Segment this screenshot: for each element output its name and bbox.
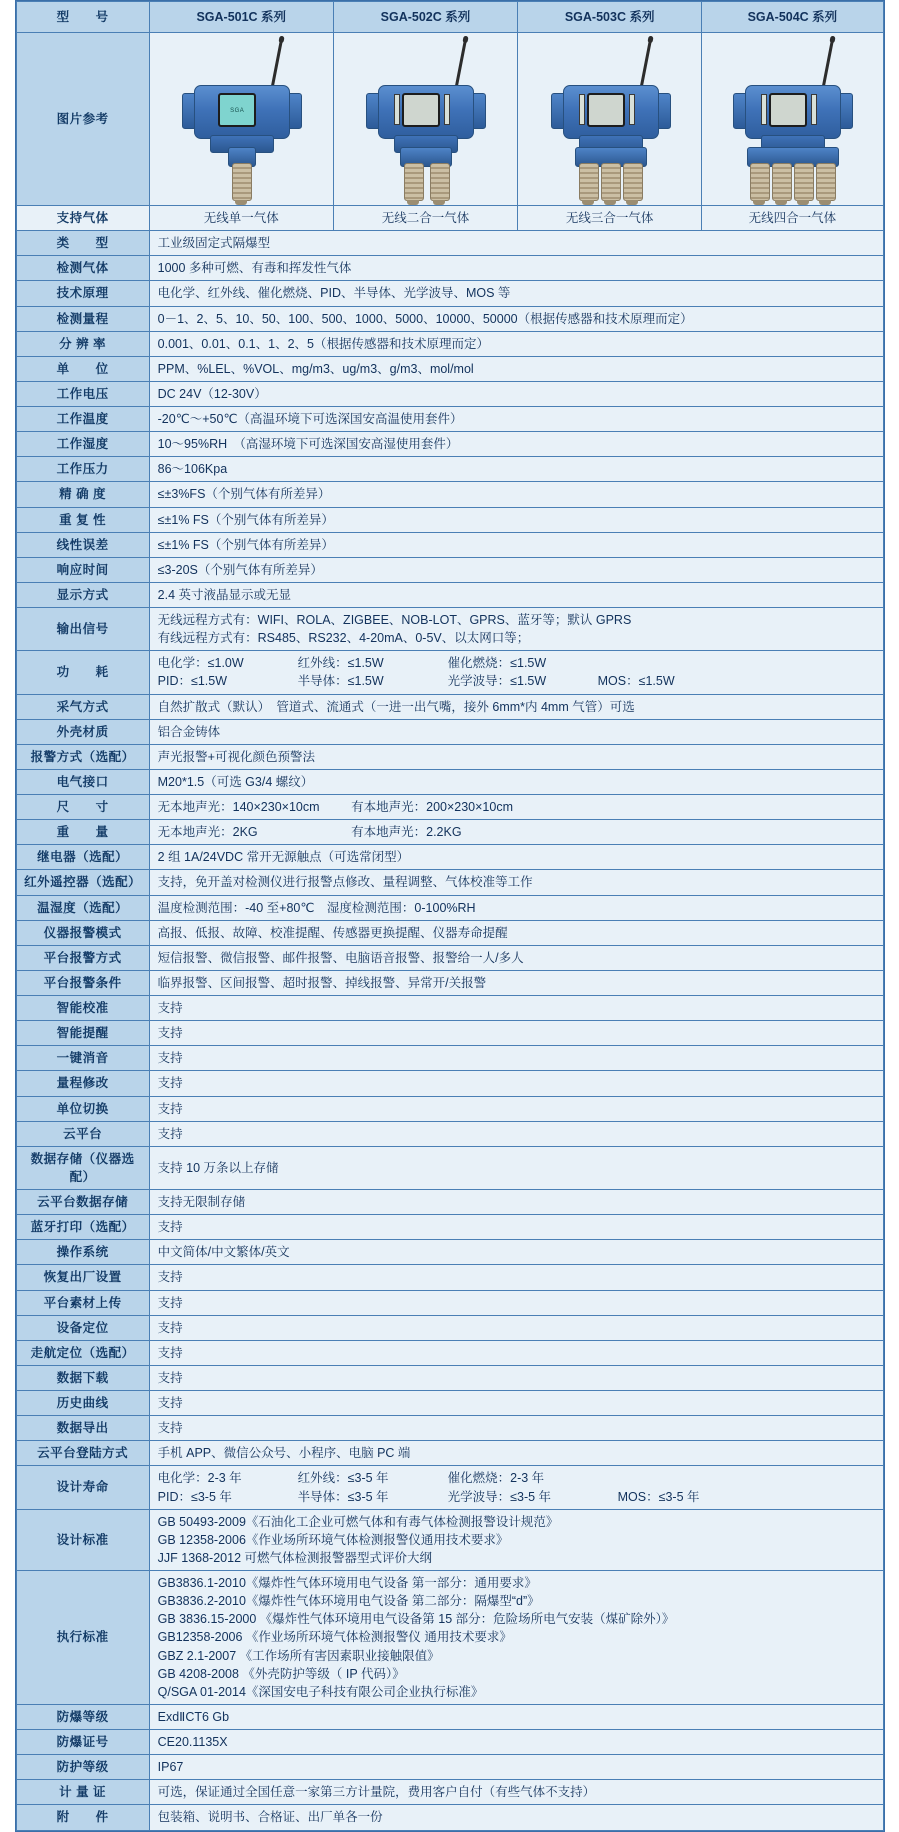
antenna-icon	[821, 40, 834, 92]
spec-value-ir-remote: 支持，免开盖对检测仪进行报警点修改、量程调整、气体校准等工作	[149, 870, 883, 895]
spec-row-metrology-cert	[16, 1780, 883, 1805]
exec-standard-line-3: GB 3836.15-2000 《爆炸性气体环境用电气设备第 15 部分：危险场所电气安装（煤矿除外）》	[157, 1612, 675, 1627]
spec-sheet	[15, 0, 885, 1832]
spec-row-resolution	[16, 331, 883, 356]
spec-value-data-export: 支持	[149, 1416, 883, 1441]
spec-row-pressure	[16, 457, 883, 482]
spec-row-weight	[16, 820, 883, 845]
power-optical: 光学波导：≤1.5W	[447, 674, 547, 689]
spec-label-exec-standard: 执行标准	[16, 1571, 149, 1705]
spec-row-repeatability	[16, 507, 883, 532]
two-in-one-gas-detector	[350, 35, 500, 203]
spec-row-alarm-method	[16, 744, 883, 769]
spec-value-relay: 2 组 1A/24VDC 常开无源触点（可选常闭型）	[149, 845, 883, 870]
spec-label-linearity: 线性误差	[16, 532, 149, 557]
spec-value-mobile-location: 支持	[149, 1340, 883, 1365]
exec-standard-line-1: GB3836.1-2010《爆炸性气体环境用电气设备 第一部分：通用要求》	[157, 1576, 537, 1590]
spec-label-mobile-location: 走航定位（选配）	[16, 1340, 149, 1365]
spec-label-type: 类 型	[16, 231, 149, 256]
life-electrochemical: 电化学：2-3 年	[157, 1471, 242, 1486]
spec-value-unit-switch: 支持	[149, 1096, 883, 1121]
gas-sensor-1	[750, 163, 770, 201]
spec-label-platform-alarm-condition: 平台报警条件	[16, 970, 149, 995]
spec-label-detect-gas: 检测气体	[16, 256, 149, 281]
exec-standard-line-5: GBZ 2.1-2007 《工作场所有害因素职业接触限值》	[157, 1648, 440, 1663]
spec-label-data-download: 数据下载	[16, 1365, 149, 1390]
supported-gas-row	[16, 206, 883, 231]
spec-label-weight: 重 量	[16, 820, 149, 845]
spec-value-technology: 电化学、红外线、催化燃烧、PID、半导体、光学波导、MOS 等	[149, 281, 883, 306]
spec-label-data-storage: 数据存储（仪器选配）	[16, 1146, 149, 1189]
spec-row-linearity	[16, 532, 883, 557]
spec-value-temp-humidity-option: 温度检测范围：-40 至+80℃ 湿度检测范围：0-100%RH	[149, 895, 883, 920]
led-bar-icon	[394, 94, 400, 125]
spec-value-repeatability: ≤±1% FS（个别气体有所差异）	[149, 507, 883, 532]
gas-sensor-2	[430, 163, 450, 201]
spec-row-explosion-grade	[16, 1704, 883, 1729]
spec-label-ir-remote: 红外遥控器（选配）	[16, 870, 149, 895]
spec-row-sampling	[16, 694, 883, 719]
spec-value-data-storage: 支持 10 万条以上存储	[149, 1146, 883, 1189]
led-bar-icon	[629, 94, 635, 125]
spec-value-dimension	[149, 795, 883, 820]
spec-label-cloud-login: 云平台登陆方式	[16, 1441, 149, 1466]
output-wired-line: 有线远程方式有：RS485、RS232、4-20mA、0-5V、以太网口等；	[157, 631, 530, 646]
power-line-1	[158, 654, 878, 672]
spec-value-history-curve: 支持	[149, 1391, 883, 1416]
spec-value-pressure: 86～106Kpa	[149, 457, 883, 482]
spec-value-resolution: 0.001、0.01、0.1、1、2、5（根据传感器和技术原理而定）	[149, 331, 883, 356]
spec-row-shell-material	[16, 719, 883, 744]
spec-value-power	[149, 651, 883, 694]
spec-label-material-upload: 平台素材上传	[16, 1290, 149, 1315]
spec-value-platform-alarm-condition: 临界报警、区间报警、超时报警、掉线报警、异常开/关报警	[149, 970, 883, 995]
gas-sensor-3	[623, 163, 643, 201]
spec-label-cloud-platform: 云平台	[16, 1121, 149, 1146]
power-catalytic: 催化燃烧：≤1.5W	[447, 656, 547, 671]
spec-row-display	[16, 582, 883, 607]
dimension-with-alarm: 有本地声光：200×230×10cm	[351, 800, 514, 814]
detector-screen	[587, 93, 625, 127]
spec-label-protection-grade: 防护等级	[16, 1755, 149, 1780]
gas-sensor-2	[772, 163, 792, 201]
spec-row-response-time	[16, 557, 883, 582]
spec-label-device-location: 设备定位	[16, 1315, 149, 1340]
life-infrared: 红外线：≤3-5 年	[297, 1471, 389, 1486]
spec-row-operating-system	[16, 1240, 883, 1265]
spec-label-range: 检测量程	[16, 306, 149, 331]
spec-row-dimension	[16, 795, 883, 820]
power-infrared: 红外线：≤1.5W	[297, 656, 384, 671]
spec-row-humidity	[16, 432, 883, 457]
exec-standard-line-6: GB 4208-2008 《外壳防护等级（ IP 代码）》	[157, 1666, 405, 1681]
spec-row-detect-gas	[16, 256, 883, 281]
supported-gas-value-3: 无线三合一气体	[518, 206, 702, 231]
gas-sensor-3	[794, 163, 814, 201]
life-pid: PID：≤3-5 年	[157, 1489, 232, 1504]
spec-value-explosion-cert: CE20.1135X	[149, 1730, 883, 1755]
spec-value-accessories: 包装箱、说明书、合格证、出厂单各一份	[149, 1805, 883, 1830]
output-wireless-line: 无线远程方式有：WIFI、ROLA、ZIGBEE、NOB-LOT、GPRS、蓝牙等；默认 GPRS	[157, 613, 632, 627]
spec-value-protection-grade: IP67	[149, 1755, 883, 1780]
spec-row-smart-calibration	[16, 996, 883, 1021]
spec-label-alarm-method: 报警方式（选配）	[16, 744, 149, 769]
spec-value-range: 0－1、2、5、10、50、100、500、1000、5000、10000、50000（根据传感器和技术原理而定）	[149, 306, 883, 331]
design-standard-line-1: GB 50493-2009《石油化工企业可燃气体和有毒气体检测报警设计规范》	[157, 1514, 559, 1529]
four-in-one-gas-detector	[717, 35, 867, 203]
spec-value-device-location: 支持	[149, 1315, 883, 1340]
spec-value-range-modify: 支持	[149, 1071, 883, 1096]
led-bar-icon	[761, 94, 767, 125]
spec-value-alarm-method: 声光报警+可视化颜色预警法	[149, 744, 883, 769]
spec-value-smart-reminder: 支持	[149, 1021, 883, 1046]
gas-sensor-2	[601, 163, 621, 201]
spec-row-platform-alarm-condition	[16, 970, 883, 995]
spec-label-temp-humidity-option: 温湿度（选配）	[16, 895, 149, 920]
spec-label-smart-calibration: 智能校准	[16, 996, 149, 1021]
spec-row-electrical-interface	[16, 769, 883, 794]
spec-label-history-curve: 历史曲线	[16, 1391, 149, 1416]
spec-value-design-standard	[149, 1509, 883, 1570]
spec-row-range-modify	[16, 1071, 883, 1096]
product-image-row	[16, 33, 883, 206]
model-name-4: SGA-504C 系列	[702, 2, 883, 33]
spec-label-relay: 继电器（选配）	[16, 845, 149, 870]
spec-value-voltage: DC 24V（12-30V）	[149, 381, 883, 406]
spec-row-mobile-location	[16, 1340, 883, 1365]
life-optical: 光学波导：≤3-5 年	[447, 1489, 552, 1504]
spec-value-response-time: ≤3-20S（个别气体有所差异）	[149, 557, 883, 582]
spec-label-shell-material: 外壳材质	[16, 719, 149, 744]
spec-label-response-time: 响应时间	[16, 557, 149, 582]
power-semiconductor: 半导体：≤1.5W	[297, 674, 384, 689]
spec-row-design-standard	[16, 1509, 883, 1570]
gas-sensor-1	[232, 163, 252, 201]
spec-row-data-storage	[16, 1146, 883, 1189]
spec-row-platform-alarm-mode	[16, 945, 883, 970]
spec-row-cloud-platform	[16, 1121, 883, 1146]
spec-label-design-life: 设计寿命	[16, 1466, 149, 1509]
spec-row-history-curve	[16, 1391, 883, 1416]
life-catalytic: 催化燃烧：2-3 年	[447, 1471, 545, 1486]
spec-row-cloud-login	[16, 1441, 883, 1466]
spec-row-bluetooth-print	[16, 1215, 883, 1240]
single-gas-detector	[166, 35, 316, 203]
spec-label-design-standard: 设计标准	[16, 1509, 149, 1570]
spec-value-operating-system: 中文简体/中文繁体/英文	[149, 1240, 883, 1265]
product-image-cell-1	[149, 33, 333, 206]
design-standard-line-2: GB 12358-2006《作业场所环境气体检测报警仪通用技术要求》	[157, 1532, 509, 1547]
spec-label-metrology-cert: 计 量 证	[16, 1780, 149, 1805]
power-mos: MOS：≤1.5W	[597, 674, 675, 689]
spec-label-electrical-interface: 电气接口	[16, 769, 149, 794]
spec-row-unit-switch	[16, 1096, 883, 1121]
model-label: 型 号	[16, 2, 149, 33]
spec-value-unit: PPM、%LEL、%VOL、mg/m3、ug/m3、g/m3、mol/mol	[149, 356, 883, 381]
gas-sensor-1	[579, 163, 599, 201]
spec-row-temp-humidity-option	[16, 895, 883, 920]
spec-row-type	[16, 231, 883, 256]
spec-row-device-location	[16, 1315, 883, 1340]
spec-label-explosion-grade: 防爆等级	[16, 1704, 149, 1729]
spec-label-pressure: 工作压力	[16, 457, 149, 482]
exec-standard-line-4: GB12358-2006 《作业场所环境气体检测报警仪 通用技术要求》	[157, 1630, 512, 1645]
model-name-2: SGA-502C 系列	[333, 2, 517, 33]
spec-label-data-export: 数据导出	[16, 1416, 149, 1441]
spec-value-type: 工业级固定式隔爆型	[149, 231, 883, 256]
spec-label-dimension: 尺 寸	[16, 795, 149, 820]
spec-row-material-upload	[16, 1290, 883, 1315]
design-standard-line-3: JJF 1368-2012 可燃气体检测报警器型式评价大纲	[157, 1550, 433, 1565]
power-pid: PID：≤1.5W	[157, 674, 228, 689]
spec-value-display: 2.4 英寸液晶显示或无显	[149, 582, 883, 607]
spec-label-one-key-mute: 一键消音	[16, 1046, 149, 1071]
spec-value-linearity: ≤±1% FS（个别气体有所差异）	[149, 532, 883, 557]
spec-row-accessories	[16, 1805, 883, 1830]
life-semiconductor: 半导体：≤3-5 年	[297, 1489, 389, 1504]
spec-label-humidity: 工作湿度	[16, 432, 149, 457]
spec-row-power	[16, 651, 883, 694]
spec-row-smart-reminder	[16, 1021, 883, 1046]
spec-value-platform-alarm-mode: 短信报警、微信报警、邮件报警、电脑语音报警、报警给一人/多人	[149, 945, 883, 970]
product-image-cell-2	[333, 33, 517, 206]
spec-label-output-signal: 输出信号	[16, 608, 149, 651]
spec-label-bluetooth-print: 蓝牙打印（选配）	[16, 1215, 149, 1240]
spec-value-humidity: 10～95%RH （高湿环境下可选深国安高湿使用套件）	[149, 432, 883, 457]
led-bar-icon	[579, 94, 585, 125]
spec-row-data-export	[16, 1416, 883, 1441]
spec-label-unit-switch: 单位切换	[16, 1096, 149, 1121]
spec-label-resolution: 分 辨 率	[16, 331, 149, 356]
gas-sensor-4	[816, 163, 836, 201]
spec-row-output-signal	[16, 608, 883, 651]
spec-value-temperature: -20℃～+50℃（高温环境下可选深国安高温使用套件）	[149, 407, 883, 432]
spec-value-one-key-mute: 支持	[149, 1046, 883, 1071]
spec-label-range-modify: 量程修改	[16, 1071, 149, 1096]
spec-row-unit	[16, 356, 883, 381]
supported-gas-value-1: 无线单一气体	[149, 206, 333, 231]
spec-value-bluetooth-print: 支持	[149, 1215, 883, 1240]
weight-with-alarm: 有本地声光：2.2KG	[351, 825, 462, 840]
detector-screen: SGA	[218, 93, 256, 127]
spec-label-power: 功 耗	[16, 651, 149, 694]
spec-row-data-download	[16, 1365, 883, 1390]
specification-table	[16, 1, 884, 1831]
supported-gas-label: 支持气体	[16, 206, 149, 231]
three-in-one-gas-detector	[535, 35, 685, 203]
table-header-row	[16, 2, 883, 33]
spec-row-device-alarm-mode	[16, 920, 883, 945]
spec-label-display: 显示方式	[16, 582, 149, 607]
life-line-2	[158, 1488, 878, 1506]
spec-row-cloud-storage	[16, 1190, 883, 1215]
power-electrochemical: 电化学：≤1.0W	[157, 656, 244, 671]
detector-screen	[769, 93, 807, 127]
dimension-without-alarm: 无本地声光：140×230×10cm	[157, 800, 320, 814]
spec-row-temperature	[16, 407, 883, 432]
life-mos: MOS：≤3-5 年	[617, 1489, 700, 1504]
spec-label-operating-system: 操作系统	[16, 1240, 149, 1265]
spec-value-explosion-grade: ExdⅡCT6 Gb	[149, 1704, 883, 1729]
product-image-cell-4	[702, 33, 883, 206]
image-reference-label: 图片参考	[16, 33, 149, 206]
spec-label-technology: 技术原理	[16, 281, 149, 306]
spec-value-factory-reset: 支持	[149, 1265, 883, 1290]
spec-label-sampling: 采气方式	[16, 694, 149, 719]
spec-label-temperature: 工作温度	[16, 407, 149, 432]
spec-row-exec-standard	[16, 1571, 883, 1705]
spec-row-design-life	[16, 1466, 883, 1509]
spec-value-output-signal	[149, 608, 883, 651]
spec-row-explosion-cert	[16, 1730, 883, 1755]
gas-sensor-1	[404, 163, 424, 201]
detector-screen	[402, 93, 440, 127]
power-blank	[598, 654, 738, 672]
spec-value-cloud-login: 手机 APP、微信公众号、小程序、电脑 PC 端	[149, 1441, 883, 1466]
spec-label-unit: 单 位	[16, 356, 149, 381]
spec-label-factory-reset: 恢复出厂设置	[16, 1265, 149, 1290]
spec-row-range	[16, 306, 883, 331]
spec-row-one-key-mute	[16, 1046, 883, 1071]
spec-value-device-alarm-mode: 高报、低报、故障、校准提醒、传感器更换提醒、仪器寿命提醒	[149, 920, 883, 945]
model-name-1: SGA-501C 系列	[149, 2, 333, 33]
spec-row-factory-reset	[16, 1265, 883, 1290]
spec-value-electrical-interface: M20*1.5（可选 G3/4 螺纹）	[149, 769, 883, 794]
antenna-icon	[639, 40, 652, 92]
spec-label-voltage: 工作电压	[16, 381, 149, 406]
spec-value-accuracy: ≤±3%FS（个别气体有所差异）	[149, 482, 883, 507]
led-bar-icon	[444, 94, 450, 125]
spec-label-cloud-storage: 云平台数据存储	[16, 1190, 149, 1215]
life-line-1	[158, 1469, 878, 1487]
spec-value-data-download: 支持	[149, 1365, 883, 1390]
led-bar-icon	[811, 94, 817, 125]
spec-label-device-alarm-mode: 仪器报警模式	[16, 920, 149, 945]
life-blank	[618, 1469, 738, 1487]
spec-row-protection-grade	[16, 1755, 883, 1780]
spec-row-relay	[16, 845, 883, 870]
spec-value-smart-calibration: 支持	[149, 996, 883, 1021]
spec-label-repeatability: 重 复 性	[16, 507, 149, 532]
spec-row-technology	[16, 281, 883, 306]
supported-gas-value-2: 无线二合一气体	[333, 206, 517, 231]
exec-standard-line-2: GB3836.2-2010《爆炸性气体环境用电气设备 第二部分：隔爆型“d”》	[157, 1594, 540, 1609]
spec-row-ir-remote	[16, 870, 883, 895]
spec-label-accuracy: 精 确 度	[16, 482, 149, 507]
spec-value-shell-material: 铝合金铸体	[149, 719, 883, 744]
spec-value-exec-standard	[149, 1571, 883, 1705]
spec-label-accessories: 附 件	[16, 1805, 149, 1830]
spec-value-material-upload: 支持	[149, 1290, 883, 1315]
spec-value-sampling: 自然扩散式（默认） 管道式、流通式（一进一出气嘴，接外 6mm*内 4mm 气管）可选	[149, 694, 883, 719]
spec-row-accuracy	[16, 482, 883, 507]
spec-value-detect-gas: 1000 多种可燃、有毒和挥发性气体	[149, 256, 883, 281]
spec-value-metrology-cert: 可选，保证通过全国任意一家第三方计量院，费用客户自付（有些气体不支持）	[149, 1780, 883, 1805]
spec-value-cloud-platform: 支持	[149, 1121, 883, 1146]
spec-value-weight	[149, 820, 883, 845]
spec-label-smart-reminder: 智能提醒	[16, 1021, 149, 1046]
model-name-3: SGA-503C 系列	[518, 2, 702, 33]
spec-value-design-life	[149, 1466, 883, 1509]
spec-value-cloud-storage: 支持无限制存储	[149, 1190, 883, 1215]
supported-gas-value-4: 无线四合一气体	[702, 206, 883, 231]
product-image-cell-3	[518, 33, 702, 206]
weight-without-alarm: 无本地声光：2KG	[157, 825, 258, 840]
antenna-icon	[270, 40, 283, 92]
exec-standard-line-7: Q/SGA 01-2014《深国安电子科技有限公司企业执行标准》	[157, 1684, 484, 1699]
spec-label-platform-alarm-mode: 平台报警方式	[16, 945, 149, 970]
power-line-2	[158, 672, 878, 690]
antenna-icon	[454, 40, 467, 92]
spec-row-voltage	[16, 381, 883, 406]
spec-label-explosion-cert: 防爆证号	[16, 1730, 149, 1755]
